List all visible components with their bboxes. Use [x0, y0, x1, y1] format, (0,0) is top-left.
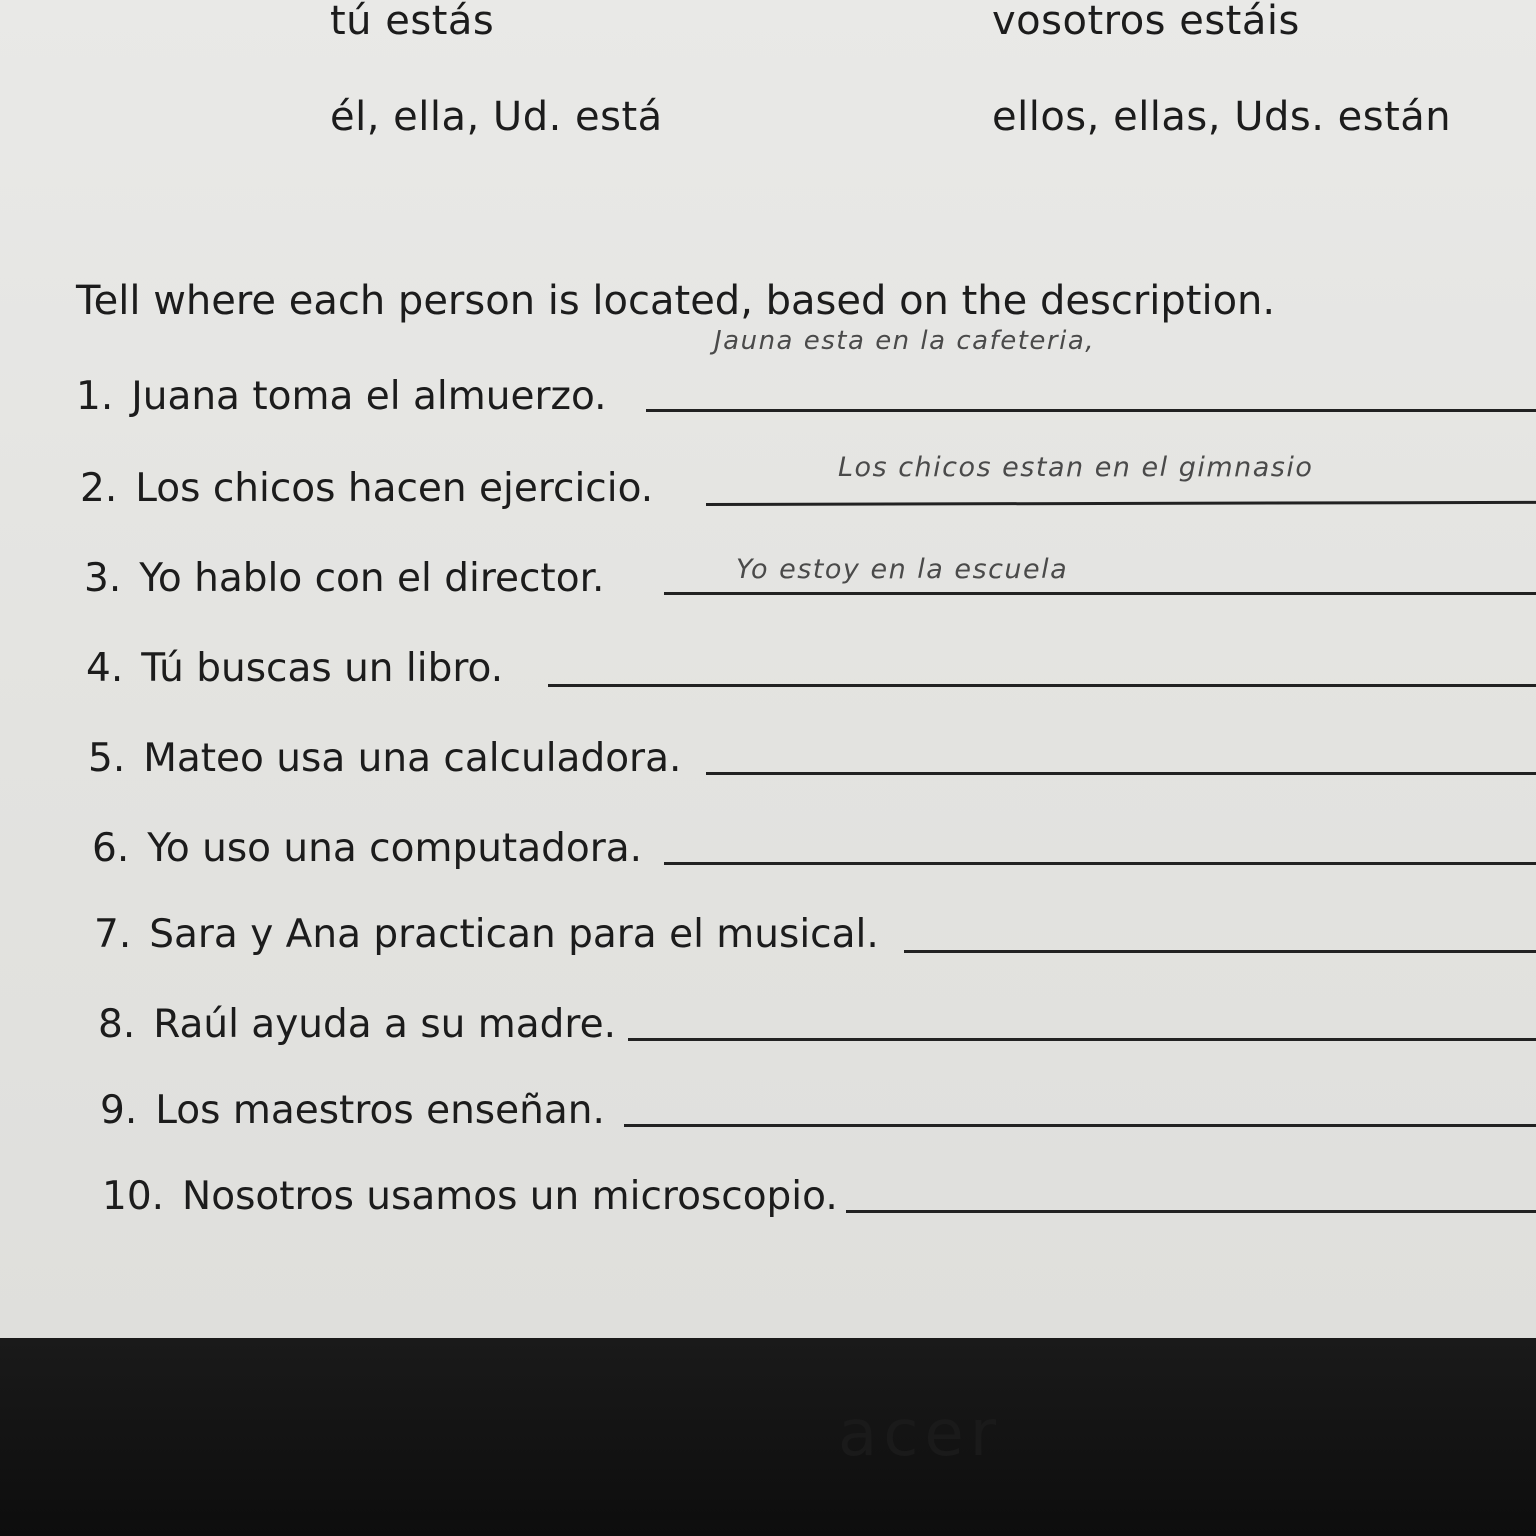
monitor-bezel [0, 1338, 1536, 1536]
exercise-item-9 [100, 1088, 605, 1133]
handwritten-answer-3: Yo estoy en la escuela [736, 554, 1069, 585]
instructions-heading: Tell where each person is located, based on the description. [76, 278, 1276, 324]
item-prompt: Nosotros usamos un microscopio. [182, 1174, 838, 1219]
conjugation-vosotros: vosotros estáis [992, 0, 1300, 44]
item-number: 7. [94, 912, 132, 957]
item-number: 6. [92, 826, 130, 871]
answer-line-10[interactable] [846, 1210, 1536, 1213]
item-prompt: Yo uso una computadora. [147, 826, 643, 871]
exercise-item-4 [86, 646, 503, 691]
answer-line-9[interactable] [624, 1124, 1536, 1127]
exercise-item-7 [94, 912, 879, 957]
item-prompt: Tú buscas un libro. [141, 646, 504, 691]
item-prompt: Mateo usa una calculadora. [143, 736, 682, 781]
answer-line-1[interactable] [646, 409, 1536, 412]
item-prompt: Los chicos hacen ejercicio. [135, 466, 654, 511]
item-number: 1. [76, 374, 114, 419]
answer-line-6[interactable] [664, 862, 1536, 865]
answer-line-8[interactable] [628, 1038, 1536, 1041]
exercise-item-3 [84, 556, 604, 601]
answer-line-5[interactable] [706, 772, 1536, 775]
item-number: 8. [98, 1002, 136, 1047]
item-prompt: Sara y Ana practican para el musical. [149, 912, 879, 957]
conjugation-tu: tú estás [330, 0, 495, 44]
answer-line-2[interactable] [706, 501, 1536, 506]
item-prompt: Raúl ayuda a su madre. [153, 1002, 617, 1047]
exercise-item-8 [98, 1002, 616, 1047]
item-prompt: Juana toma el almuerzo. [131, 374, 607, 419]
exercise-item-1 [76, 374, 607, 419]
item-number: 2. [80, 466, 118, 511]
answer-line-4[interactable] [548, 684, 1536, 687]
exercise-item-10 [102, 1174, 838, 1219]
exercise-item-2 [80, 466, 653, 511]
exercise-item-6 [92, 826, 642, 871]
exercise-item-5 [88, 736, 681, 781]
conjugation-ellos: ellos, ellas, Uds. están [992, 94, 1452, 140]
item-number: 10. [102, 1174, 165, 1219]
answer-line-7[interactable] [904, 950, 1536, 953]
monitor-logo: acer [838, 1397, 1003, 1471]
handwritten-answer-2: Los chicos estan en el gimnasio [838, 452, 1314, 483]
item-number: 4. [86, 646, 124, 691]
item-prompt: Los maestros enseñan. [155, 1088, 605, 1133]
item-number: 3. [84, 556, 122, 601]
handwritten-answer-1: Jauna esta en la cafeteria, [714, 326, 1096, 356]
conjugation-el: él, ella, Ud. está [330, 94, 663, 140]
item-number: 5. [88, 736, 126, 781]
item-number: 9. [100, 1088, 138, 1133]
item-prompt: Yo hablo con el director. [139, 556, 605, 601]
answer-line-3[interactable] [664, 592, 1536, 595]
